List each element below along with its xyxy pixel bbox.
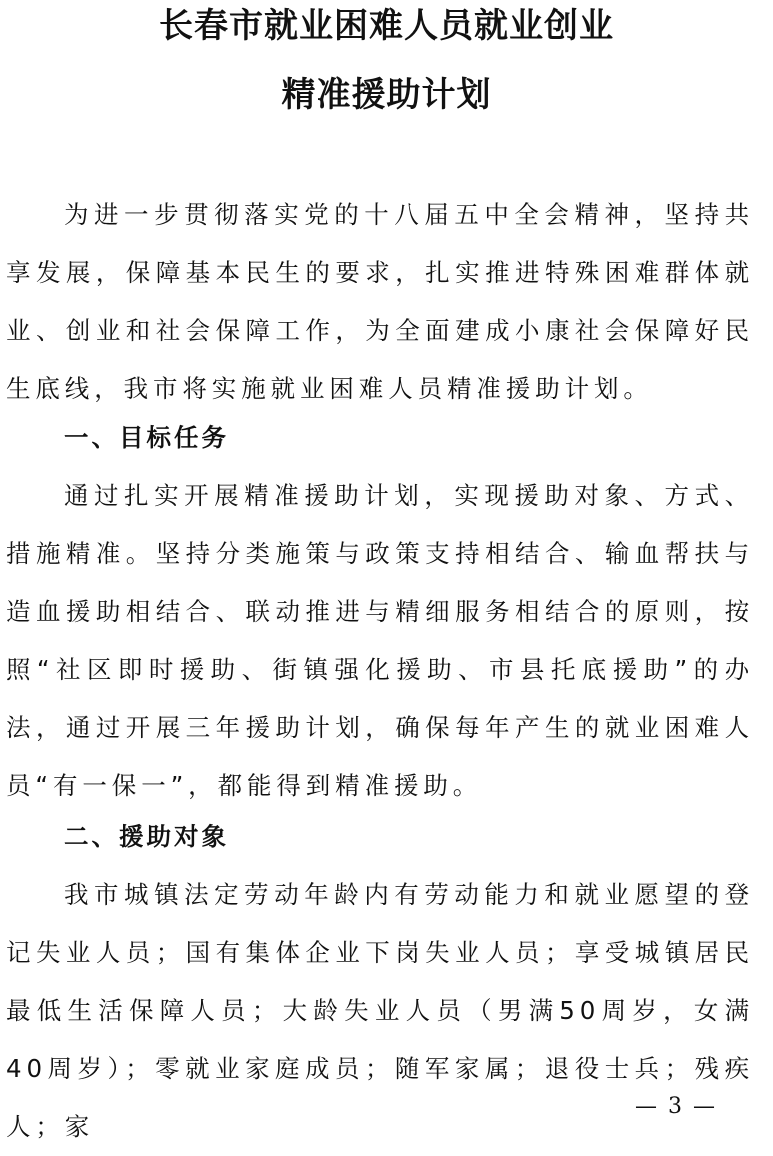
section-heading-goals: 一、目标任务	[64, 423, 229, 452]
targets-paragraph: 我市城镇法定劳动年龄内有劳动能力和就业愿望的登记失业人员；国有集体企业下岗失业人员；享受城镇居民最低生活保障人员；大龄失业人员（男满50周岁，女满40周岁）；零就业家庭成员；随军家属；退役士兵；残疾人；家	[6, 880, 754, 1141]
page-number: — 3 —	[635, 1094, 717, 1119]
section-heading-targets: 二、援助对象	[64, 822, 229, 851]
intro-paragraph: 为进一步贯彻落实党的十八届五中全会精神，坚持共享发展，保障基本民生的要求，扎实推进特殊困难群体就业、创业和社会保障工作，为全面建成小康社会保障好民生底线，我市将实施就业困难人员精准援助计划。	[6, 200, 754, 403]
document-title-line-2: 精准援助计划	[281, 75, 492, 115]
goals-paragraph: 通过扎实开展精准援助计划，实现援助对象、方式、措施精准。坚持分类施策与政策支持相结合、输血帮扶与造血援助相结合、联动推进与精细服务相结合的原则，按照“社区即时援助、街镇强化援助、市县托底援助”的办法，通过开展三年援助计划，确保每年产生的就业困难人员“有一保一”，都能得到精准援助。	[6, 481, 754, 800]
document-title-line-1: 长春市就业困难人员就业创业	[159, 6, 614, 46]
